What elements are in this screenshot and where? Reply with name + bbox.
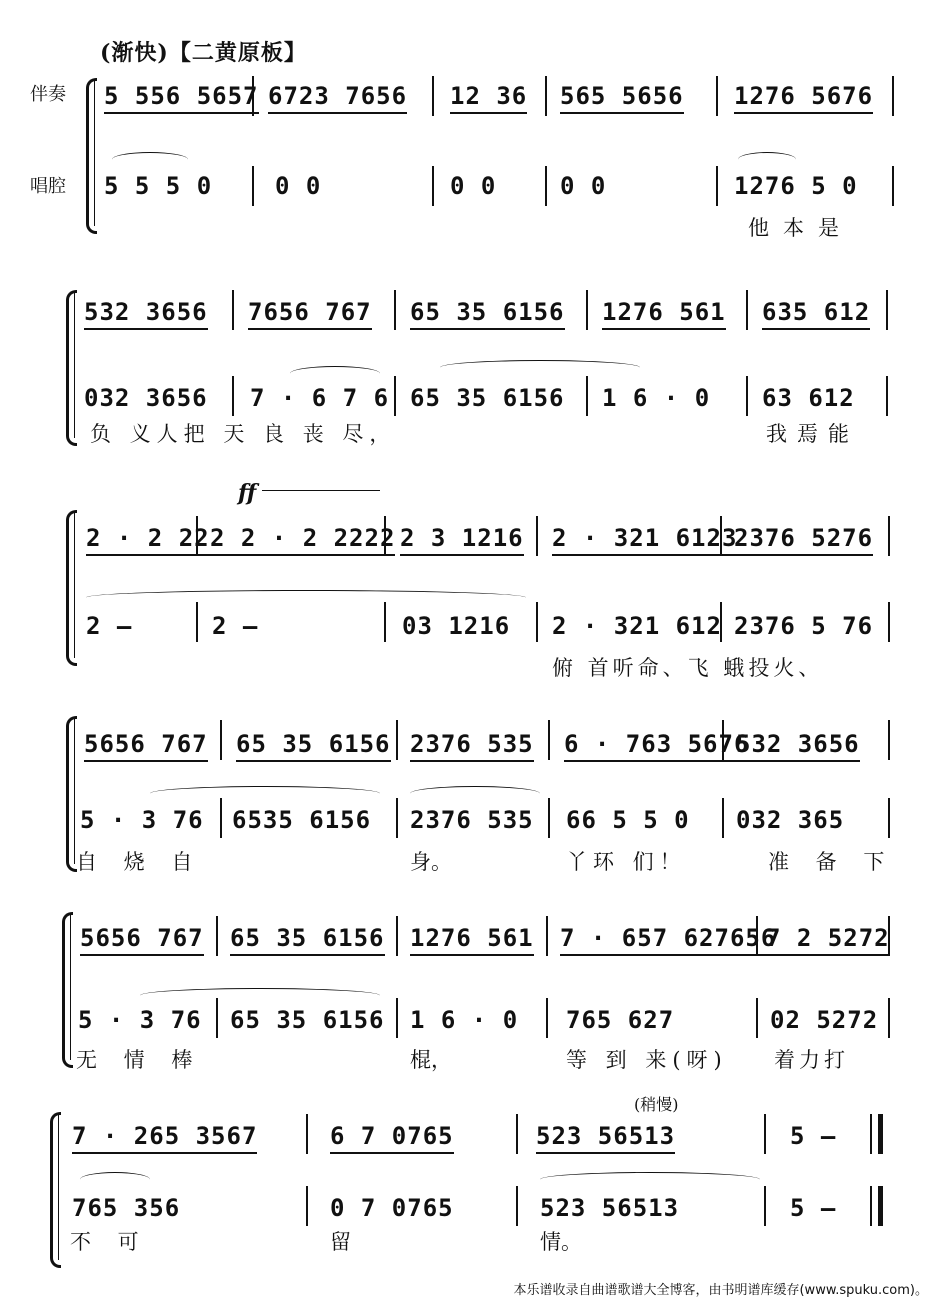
barline [384, 602, 386, 642]
system-1 [0, 68, 940, 268]
barline [548, 798, 550, 838]
barline [516, 1114, 518, 1154]
voc-measure-1: 5 · 3 76 [78, 1006, 202, 1034]
acc-measure-3: 2 3 1216 [400, 524, 524, 556]
voc-measure-2: 0 0 [275, 172, 322, 200]
system-brace-line [74, 718, 79, 864]
barline [432, 166, 434, 206]
barline [432, 76, 434, 116]
system-4 [0, 706, 940, 906]
acc-measure-2: 6723 7656 [268, 82, 407, 114]
voc-measure-5: 63 612 [762, 384, 855, 412]
voc-measure-4: 66 5 5 0 [566, 806, 690, 834]
barline [870, 1186, 872, 1226]
acc-measure-2: 6 7 0765 [330, 1122, 454, 1154]
slur [80, 1172, 150, 1187]
acc-measure-1: 5656 767 [80, 924, 204, 956]
acc-measure-3: 2376 535 [410, 730, 534, 762]
barline [220, 798, 222, 838]
system-6 [0, 1092, 940, 1292]
voc-measure-5: 032 365 [736, 806, 845, 834]
barline [720, 516, 722, 556]
barline [394, 376, 396, 416]
final-barline [878, 1114, 883, 1154]
barline [870, 1114, 872, 1154]
voc-measure-1: 765 356 [72, 1194, 181, 1222]
barline [720, 602, 722, 642]
voc-measure-1: 032 3656 [84, 384, 208, 412]
barline [746, 376, 748, 416]
voc-measure-2: 2 – [212, 612, 259, 640]
voc-measure-1: 5 5 5 0 [104, 172, 213, 200]
barline [764, 1186, 766, 1226]
lyrics-line: 自 烧 自 [76, 850, 203, 874]
barline [216, 998, 218, 1038]
barline [886, 290, 888, 330]
lyrics-line: 情。 [540, 1230, 582, 1254]
voc-measure-3: 65 35 6156 [410, 384, 565, 412]
barline [232, 290, 234, 330]
voc-measure-1: 2 – [86, 612, 133, 640]
barline [220, 720, 222, 760]
vocal-label: 唱腔 [30, 176, 66, 197]
voc-measure-3: 03 1216 [402, 612, 511, 640]
slur [290, 366, 380, 381]
barline [716, 166, 718, 206]
system-brace-line [94, 80, 99, 226]
slur [410, 786, 540, 801]
barline [586, 376, 588, 416]
acc-measure-1: 7 · 265 3567 [72, 1122, 257, 1154]
barline [722, 798, 724, 838]
barline [546, 916, 548, 956]
acc-measure-4: 6 · 763 5676 [564, 730, 749, 762]
final-barline [878, 1186, 883, 1226]
slur [150, 786, 380, 801]
accompaniment-label: 伴奏 [30, 84, 66, 105]
slur [140, 988, 380, 1003]
barline [216, 916, 218, 956]
voc-measure-5: 02 5272 [770, 1006, 879, 1034]
acc-measure-3: 12 36 [450, 82, 527, 114]
system-brace-line [58, 1114, 63, 1260]
acc-measure-1: 5 556 5657 [104, 82, 259, 114]
dynamic-extension-line [262, 490, 380, 491]
voc-measure-4: 5 – [790, 1194, 837, 1222]
acc-measure-1: 5656 767 [84, 730, 208, 762]
voc-measure-3: 523 56513 [540, 1194, 680, 1222]
system-brace-line [74, 292, 79, 438]
voc-measure-4: 1 6 · 0 [602, 384, 711, 412]
footer-source-note: 本乐谱收录自曲谱歌谱大全博客，由书明谱库缓存(www.spuku.com)。 [513, 1283, 928, 1298]
barline [394, 290, 396, 330]
slur [540, 1172, 760, 1187]
acc-measure-5: 7 2 5272 [766, 924, 890, 956]
barline [722, 720, 724, 760]
barline [196, 602, 198, 642]
barline [536, 516, 538, 556]
barline [536, 602, 538, 642]
acc-measure-1: 532 3656 [84, 298, 208, 330]
barline [888, 998, 890, 1038]
barline [888, 916, 890, 956]
tempo-change: (稍慢) [634, 1095, 679, 1114]
acc-measure-5: 1276 5676 [734, 82, 873, 114]
voc-measure-5: 1276 5 0 [734, 172, 858, 200]
lyrics-line: 俯 首听命、飞 蛾投火、 [552, 656, 824, 680]
barline [888, 720, 890, 760]
barline [764, 1114, 766, 1154]
barline [892, 166, 894, 206]
lyrics-line: 棍， [410, 1048, 452, 1072]
slur [86, 590, 526, 605]
barline [892, 76, 894, 116]
barline [396, 720, 398, 760]
dynamic-mark: ff [238, 480, 257, 506]
barline [384, 516, 386, 556]
lyrics-line: 不 可 [70, 1230, 149, 1254]
acc-measure-3: 1276 561 [410, 924, 534, 956]
slur [112, 152, 188, 167]
acc-measure-2: 2 2 · 2 2222 [210, 524, 395, 556]
voc-measure-4: 765 627 [566, 1006, 675, 1034]
lyrics-line: 准 备 下 [768, 850, 895, 874]
lyrics-line: 丫环 们！ [566, 850, 687, 874]
voc-measure-4: 2 · 321 612 [552, 612, 722, 640]
voc-measure-5: 2376 5 76 [734, 612, 874, 640]
barline [886, 376, 888, 416]
acc-measure-2: 65 35 6156 [236, 730, 391, 762]
barline [252, 76, 254, 116]
tempo-mark: (渐快)【二黄原板】 [100, 40, 307, 66]
barline [396, 916, 398, 956]
barline [396, 798, 398, 838]
barline [586, 290, 588, 330]
voc-measure-2: 7 · 6 7 6 [250, 384, 390, 412]
voc-measure-3: 1 6 · 0 [410, 1006, 519, 1034]
barline [756, 916, 758, 956]
barline [545, 76, 547, 116]
acc-measure-3: 523 56513 [536, 1122, 675, 1154]
lyrics-line: 留 [330, 1230, 351, 1254]
system-2 [0, 280, 940, 480]
barline [306, 1186, 308, 1226]
voc-measure-4: 0 0 [560, 172, 607, 200]
lyrics-line: 他本是 [748, 216, 853, 240]
barline [196, 516, 198, 556]
barline [716, 76, 718, 116]
lyrics-line: 身。 [410, 850, 452, 874]
acc-measure-5: 635 612 [762, 298, 870, 330]
slur [440, 360, 640, 375]
acc-measure-5: 532 3656 [736, 730, 860, 762]
system-5 [0, 902, 940, 1102]
lyrics-line: 负 义人把 天 良 丧 尽， [90, 422, 397, 446]
barline [396, 998, 398, 1038]
system-3 [0, 480, 940, 680]
acc-measure-2: 7656 767 [248, 298, 372, 330]
voc-measure-2: 0 7 0765 [330, 1194, 454, 1222]
system-brace-line [70, 914, 75, 1060]
barline [546, 998, 548, 1038]
barline [888, 798, 890, 838]
voc-measure-1: 5 · 3 76 [80, 806, 204, 834]
lyrics-line: 等 到 来(呀) [566, 1048, 728, 1072]
voc-measure-3: 0 0 [450, 172, 497, 200]
acc-measure-3: 65 35 6156 [410, 298, 565, 330]
acc-measure-1: 2 · 2 22 [86, 524, 210, 556]
acc-measure-4: 1276 561 [602, 298, 726, 330]
barline [545, 166, 547, 206]
acc-measure-2: 65 35 6156 [230, 924, 385, 956]
voc-measure-2: 6535 6156 [232, 806, 372, 834]
voc-measure-2: 65 35 6156 [230, 1006, 385, 1034]
barline [548, 720, 550, 760]
lyrics-line: 着力打 [774, 1048, 849, 1072]
barline [888, 516, 890, 556]
barline [888, 602, 890, 642]
barline [252, 166, 254, 206]
barline [746, 290, 748, 330]
barline [516, 1186, 518, 1226]
acc-measure-4: 7 · 657 627656 [560, 924, 776, 956]
lyrics-line: 我焉能 [766, 422, 859, 446]
barline [756, 998, 758, 1038]
barline [232, 376, 234, 416]
acc-measure-5: 2376 5276 [734, 524, 873, 556]
acc-measure-4: 565 5656 [560, 82, 684, 114]
acc-measure-4: 5 – [790, 1122, 837, 1150]
voc-measure-3: 2376 535 [410, 806, 534, 834]
lyrics-line: 无 情 棒 [76, 1048, 203, 1072]
slur [738, 152, 796, 167]
barline [306, 1114, 308, 1154]
system-brace-line [74, 512, 79, 658]
acc-measure-4: 2 · 321 6123 [552, 524, 737, 556]
